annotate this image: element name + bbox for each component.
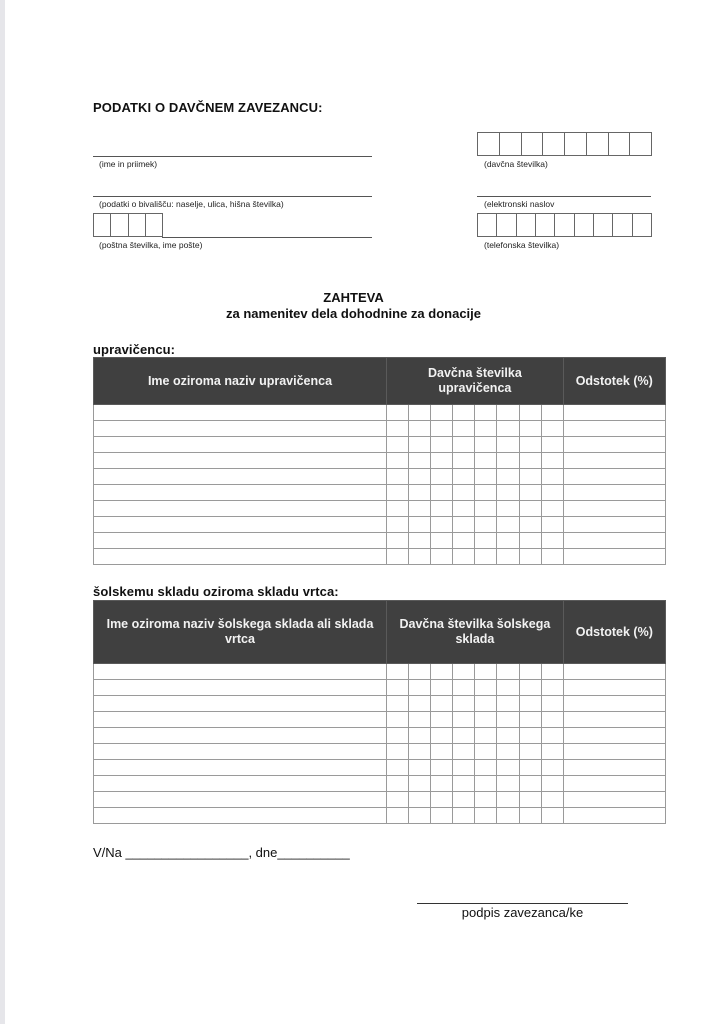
tax-digit-cell[interactable]	[409, 469, 431, 485]
tax-digit-cell[interactable]	[453, 760, 475, 776]
percent-cell[interactable]	[563, 485, 665, 501]
request-title: ZAHTEVA	[323, 290, 384, 305]
place-label: V/Na	[93, 845, 122, 860]
tax-digit-cell[interactable]	[409, 792, 431, 808]
name-cell[interactable]	[94, 549, 387, 565]
tax-digit-cell[interactable]	[387, 501, 409, 517]
tax-digit-cell[interactable]	[541, 664, 563, 680]
tax-digit-box[interactable]	[500, 132, 522, 156]
tax-digit-cell[interactable]	[475, 776, 497, 792]
tax-digit-cell[interactable]	[475, 760, 497, 776]
tax-digit-cell[interactable]	[453, 517, 475, 533]
tax-digit-cell[interactable]	[387, 485, 409, 501]
tax-digit-cell[interactable]	[431, 437, 453, 453]
tax-digit-cell[interactable]	[453, 405, 475, 421]
table-row	[94, 437, 666, 453]
tax-digit-cell[interactable]	[519, 728, 541, 744]
beneficiary-label: upravičencu:	[93, 342, 176, 357]
tax-digit-cell[interactable]	[475, 453, 497, 469]
residence-field-line[interactable]	[93, 196, 372, 197]
postal-caption: (poštna številka, ime pošte)	[99, 240, 203, 250]
postal-code-boxes[interactable]	[93, 213, 163, 237]
beneficiary-table	[93, 357, 666, 565]
tax-digit-cell[interactable]	[519, 501, 541, 517]
percent-cell[interactable]	[563, 453, 665, 469]
tax-digit-cell[interactable]	[409, 744, 431, 760]
tax-digit-cell[interactable]	[387, 664, 409, 680]
tax-digit-cell[interactable]	[431, 469, 453, 485]
tax-digit-cell[interactable]	[409, 405, 431, 421]
tax-digit-cell[interactable]	[497, 712, 519, 728]
name-cell[interactable]	[94, 744, 387, 760]
tax-digit-cell[interactable]	[541, 517, 563, 533]
tax-digit-cell[interactable]	[497, 453, 519, 469]
school-fund-table-header	[94, 601, 666, 664]
percent-cell[interactable]	[563, 437, 665, 453]
table-row	[94, 453, 666, 469]
tax-digit-cell[interactable]	[541, 405, 563, 421]
name-cell[interactable]	[94, 405, 387, 421]
tax-digit-cell[interactable]	[409, 533, 431, 549]
tax-digit-cell[interactable]	[431, 760, 453, 776]
tax-digit-cell[interactable]	[519, 792, 541, 808]
tax-digit-cell[interactable]	[409, 728, 431, 744]
name-cell[interactable]	[94, 469, 387, 485]
tax-digit-cell[interactable]	[541, 453, 563, 469]
name-cell[interactable]	[94, 453, 387, 469]
tax-digit-cell[interactable]	[409, 437, 431, 453]
phone-digit-box[interactable]	[555, 213, 574, 237]
name-cell[interactable]	[94, 680, 387, 696]
table-row	[94, 664, 666, 680]
tax-digit-cell[interactable]	[541, 533, 563, 549]
email-caption: (elektronski naslov	[484, 199, 555, 209]
table-row	[94, 808, 666, 824]
name-cell[interactable]	[94, 485, 387, 501]
name-cell[interactable]	[94, 696, 387, 712]
column-header-tax-number: Davčna številka šolskega sklada	[387, 601, 564, 664]
tax-digit-cell[interactable]	[475, 792, 497, 808]
tax-digit-cell[interactable]	[497, 728, 519, 744]
tax-digit-cell[interactable]	[541, 712, 563, 728]
tax-digit-cell[interactable]	[497, 405, 519, 421]
tax-digit-cell[interactable]	[497, 744, 519, 760]
tax-digit-cell[interactable]	[541, 728, 563, 744]
table-row	[94, 696, 666, 712]
percent-cell[interactable]	[563, 696, 665, 712]
tax-digit-cell[interactable]	[431, 728, 453, 744]
tax-digit-cell[interactable]	[519, 760, 541, 776]
percent-cell[interactable]	[563, 728, 665, 744]
tax-digit-cell[interactable]	[497, 696, 519, 712]
school-fund-table	[93, 600, 666, 824]
tax-digit-box[interactable]	[630, 132, 652, 156]
post-name-field-line[interactable]	[162, 237, 372, 238]
table-row	[94, 792, 666, 808]
column-header-percent: Odstotek (%)	[563, 601, 665, 664]
tax-digit-cell[interactable]	[475, 533, 497, 549]
table-row	[94, 533, 666, 549]
name-cell[interactable]	[94, 517, 387, 533]
tax-digit-cell[interactable]	[475, 421, 497, 437]
name-cell[interactable]	[94, 776, 387, 792]
tax-digit-box[interactable]	[587, 132, 609, 156]
tax-digit-cell[interactable]	[497, 549, 519, 565]
table-row	[94, 712, 666, 728]
tax-digit-cell[interactable]	[387, 533, 409, 549]
tax-digit-cell[interactable]	[497, 485, 519, 501]
tax-digit-cell[interactable]	[519, 712, 541, 728]
table-row	[94, 405, 666, 421]
percent-cell[interactable]	[563, 533, 665, 549]
tax-digit-cell[interactable]	[453, 680, 475, 696]
tax-digit-cell[interactable]	[387, 712, 409, 728]
tax-digit-box[interactable]	[543, 132, 565, 156]
page-edge	[0, 0, 5, 1024]
tax-digit-cell[interactable]	[387, 776, 409, 792]
tax-digit-cell[interactable]	[453, 533, 475, 549]
tax-digit-cell[interactable]	[497, 533, 519, 549]
phone-digit-box[interactable]	[478, 213, 497, 237]
tax-digit-cell[interactable]	[387, 744, 409, 760]
tax-digit-cell[interactable]	[387, 728, 409, 744]
tax-digit-cell[interactable]	[409, 517, 431, 533]
tax-digit-cell[interactable]	[519, 485, 541, 501]
tax-digit-cell[interactable]	[475, 517, 497, 533]
tax-digit-cell[interactable]	[475, 437, 497, 453]
tax-digit-cell[interactable]	[431, 744, 453, 760]
tax-digit-cell[interactable]	[387, 405, 409, 421]
place-date-line	[93, 845, 350, 860]
percent-cell[interactable]	[563, 744, 665, 760]
beneficiary-table-header	[94, 358, 666, 405]
tax-digit-cell[interactable]	[475, 712, 497, 728]
table-row	[94, 760, 666, 776]
column-header-name: Ime oziroma naziv upravičenca	[94, 358, 387, 405]
tax-digit-cell[interactable]	[519, 469, 541, 485]
tax-digit-cell[interactable]	[519, 549, 541, 565]
residence-caption: (podatki o bivališču: naselje, ulica, hišna številka)	[99, 199, 284, 209]
tax-digit-cell[interactable]	[453, 437, 475, 453]
tax-digit-cell[interactable]	[431, 712, 453, 728]
tax-digit-cell[interactable]	[431, 501, 453, 517]
email-field-line[interactable]	[477, 196, 651, 197]
date-field[interactable]: __________	[277, 845, 350, 860]
signature-line[interactable]	[417, 903, 628, 904]
percent-cell[interactable]	[563, 776, 665, 792]
tax-digit-cell[interactable]	[541, 776, 563, 792]
tax-digit-cell[interactable]	[453, 728, 475, 744]
tax-digit-cell[interactable]	[387, 549, 409, 565]
tax-digit-cell[interactable]	[519, 421, 541, 437]
tax-digit-box[interactable]	[522, 132, 544, 156]
tax-digit-cell[interactable]	[387, 437, 409, 453]
name-cell[interactable]	[94, 712, 387, 728]
name-cell[interactable]	[94, 808, 387, 824]
signature-caption: podpis zavezanca/ke	[461, 905, 584, 920]
tax-digit-cell[interactable]	[519, 437, 541, 453]
tax-digit-cell[interactable]	[519, 696, 541, 712]
tax-digit-cell[interactable]	[497, 760, 519, 776]
tax-digit-cell[interactable]	[387, 792, 409, 808]
name-cell[interactable]	[94, 760, 387, 776]
tax-digit-cell[interactable]	[475, 808, 497, 824]
name-cell[interactable]	[94, 728, 387, 744]
table-row	[94, 744, 666, 760]
table-row	[94, 517, 666, 533]
tax-digit-cell[interactable]	[431, 664, 453, 680]
table-row	[94, 469, 666, 485]
postal-digit-box[interactable]	[146, 213, 163, 237]
tax-digit-cell[interactable]	[519, 808, 541, 824]
tax-digit-cell[interactable]	[475, 469, 497, 485]
tax-digit-cell[interactable]	[475, 744, 497, 760]
tax-digit-cell[interactable]	[475, 664, 497, 680]
tax-digit-cell[interactable]	[431, 485, 453, 501]
tax-digit-cell[interactable]	[519, 680, 541, 696]
percent-cell[interactable]	[563, 501, 665, 517]
tax-digit-cell[interactable]	[453, 696, 475, 712]
date-label: , dne	[248, 845, 278, 860]
tax-digit-box[interactable]	[609, 132, 631, 156]
tax-digit-cell[interactable]	[497, 501, 519, 517]
tax-digit-cell[interactable]	[431, 808, 453, 824]
tax-digit-cell[interactable]	[431, 696, 453, 712]
phone-number-boxes[interactable]	[477, 213, 652, 237]
tax-digit-cell[interactable]	[475, 728, 497, 744]
tax-digit-cell[interactable]	[519, 744, 541, 760]
tax-digit-cell[interactable]	[497, 664, 519, 680]
tax-digit-cell[interactable]	[541, 437, 563, 453]
tax-digit-cell[interactable]	[409, 664, 431, 680]
tax-digit-box[interactable]	[565, 132, 587, 156]
percent-cell[interactable]	[563, 680, 665, 696]
tax-digit-cell[interactable]	[387, 421, 409, 437]
tax-digit-cell[interactable]	[431, 792, 453, 808]
tax-digit-cell[interactable]	[431, 517, 453, 533]
tax-digit-cell[interactable]	[387, 469, 409, 485]
phone-digit-box[interactable]	[497, 213, 516, 237]
tax-digit-cell[interactable]	[519, 517, 541, 533]
tax-digit-cell[interactable]	[387, 517, 409, 533]
tax-digit-cell[interactable]	[475, 680, 497, 696]
phone-digit-box[interactable]	[633, 213, 652, 237]
tax-digit-cell[interactable]	[541, 792, 563, 808]
percent-cell[interactable]	[563, 808, 665, 824]
phone-digit-box[interactable]	[575, 213, 594, 237]
tax-digit-cell[interactable]	[475, 485, 497, 501]
tax-digit-cell[interactable]	[409, 680, 431, 696]
tax-digit-cell[interactable]	[409, 485, 431, 501]
tax-digit-cell[interactable]	[497, 776, 519, 792]
tax-digit-cell[interactable]	[475, 696, 497, 712]
tax-digit-cell[interactable]	[431, 533, 453, 549]
tax-digit-cell[interactable]	[519, 664, 541, 680]
tax-digit-cell[interactable]	[453, 549, 475, 565]
tax-number-caption: (davčna številka)	[484, 159, 548, 169]
name-cell[interactable]	[94, 437, 387, 453]
tax-digit-cell[interactable]	[497, 421, 519, 437]
postal-digit-box[interactable]	[129, 213, 146, 237]
tax-digit-cell[interactable]	[541, 744, 563, 760]
tax-digit-cell[interactable]	[409, 421, 431, 437]
tax-digit-cell[interactable]	[409, 696, 431, 712]
tax-digit-box[interactable]	[478, 132, 500, 156]
percent-cell[interactable]	[563, 712, 665, 728]
tax-digit-cell[interactable]	[409, 760, 431, 776]
tax-digit-cell[interactable]	[475, 549, 497, 565]
table-row	[94, 680, 666, 696]
percent-cell[interactable]	[563, 517, 665, 533]
tax-digit-cell[interactable]	[431, 405, 453, 421]
column-header-tax-number: Davčna številka upravičenca	[387, 358, 564, 405]
tax-digit-cell[interactable]	[453, 485, 475, 501]
tax-digit-cell[interactable]	[497, 792, 519, 808]
phone-digit-box[interactable]	[594, 213, 613, 237]
table-row	[94, 485, 666, 501]
taxpayer-heading: PODATKI O DAVČNEM ZAVEZANCU:	[93, 100, 323, 115]
tax-digit-cell[interactable]	[453, 501, 475, 517]
tax-digit-cell[interactable]	[387, 453, 409, 469]
tax-digit-cell[interactable]	[431, 680, 453, 696]
table-row	[94, 776, 666, 792]
tax-digit-cell[interactable]	[409, 808, 431, 824]
tax-digit-cell[interactable]	[541, 680, 563, 696]
tax-digit-cell[interactable]	[519, 453, 541, 469]
tax-digit-cell[interactable]	[431, 421, 453, 437]
tax-digit-cell[interactable]	[431, 549, 453, 565]
tax-digit-cell[interactable]	[453, 664, 475, 680]
tax-digit-cell[interactable]	[453, 808, 475, 824]
tax-digit-cell[interactable]	[541, 760, 563, 776]
table-row	[94, 728, 666, 744]
tax-digit-cell[interactable]	[497, 680, 519, 696]
tax-digit-cell[interactable]	[409, 549, 431, 565]
tax-digit-cell[interactable]	[519, 405, 541, 421]
name-cell[interactable]	[94, 792, 387, 808]
table-row	[94, 549, 666, 565]
tax-digit-cell[interactable]	[541, 469, 563, 485]
percent-cell[interactable]	[563, 760, 665, 776]
column-header-name: Ime oziroma naziv šolskega sklada ali sklada vrtca	[94, 601, 387, 664]
place-field[interactable]: _________________	[125, 845, 249, 860]
tax-digit-cell[interactable]	[541, 549, 563, 565]
tax-digit-cell[interactable]	[497, 517, 519, 533]
tax-digit-cell[interactable]	[453, 421, 475, 437]
tax-digit-cell[interactable]	[409, 712, 431, 728]
tax-digit-cell[interactable]	[453, 469, 475, 485]
table-row	[94, 501, 666, 517]
phone-digit-box[interactable]	[517, 213, 536, 237]
name-cell[interactable]	[94, 533, 387, 549]
tax-digit-cell[interactable]	[409, 453, 431, 469]
tax-digit-cell[interactable]	[409, 501, 431, 517]
tax-digit-cell[interactable]	[453, 744, 475, 760]
name-field-line[interactable]	[93, 156, 372, 157]
percent-cell[interactable]	[563, 469, 665, 485]
tax-digit-cell[interactable]	[387, 760, 409, 776]
column-header-percent: Odstotek (%)	[563, 358, 665, 405]
tax-digit-cell[interactable]	[497, 808, 519, 824]
phone-caption: (telefonska številka)	[484, 240, 560, 250]
percent-cell[interactable]	[563, 405, 665, 421]
tax-digit-cell[interactable]	[541, 421, 563, 437]
tax-digit-cell[interactable]	[475, 501, 497, 517]
tax-digit-cell[interactable]	[453, 712, 475, 728]
tax-digit-cell[interactable]	[409, 776, 431, 792]
percent-cell[interactable]	[563, 664, 665, 680]
tax-digit-cell[interactable]	[541, 501, 563, 517]
tax-digit-cell[interactable]	[387, 808, 409, 824]
tax-digit-cell[interactable]	[453, 453, 475, 469]
tax-digit-cell[interactable]	[497, 469, 519, 485]
tax-digit-cell[interactable]	[475, 405, 497, 421]
percent-cell[interactable]	[563, 792, 665, 808]
tax-digit-cell[interactable]	[387, 696, 409, 712]
tax-digit-cell[interactable]	[519, 533, 541, 549]
tax-digit-cell[interactable]	[453, 792, 475, 808]
phone-digit-box[interactable]	[536, 213, 555, 237]
phone-digit-box[interactable]	[613, 213, 632, 237]
tax-digit-cell[interactable]	[541, 808, 563, 824]
tax-digit-cell[interactable]	[453, 776, 475, 792]
tax-digit-cell[interactable]	[497, 437, 519, 453]
tax-digit-cell[interactable]	[519, 776, 541, 792]
tax-digit-cell[interactable]	[387, 680, 409, 696]
percent-cell[interactable]	[563, 549, 665, 565]
postal-digit-box[interactable]	[111, 213, 128, 237]
tax-digit-cell[interactable]	[541, 696, 563, 712]
tax-digit-cell[interactable]	[541, 485, 563, 501]
name-cell[interactable]	[94, 664, 387, 680]
postal-digit-box[interactable]	[94, 213, 111, 237]
table-row	[94, 421, 666, 437]
tax-digit-cell[interactable]	[431, 453, 453, 469]
tax-number-boxes[interactable]	[477, 132, 652, 156]
name-caption: (ime in priimek)	[99, 159, 158, 169]
name-cell[interactable]	[94, 501, 387, 517]
school-fund-label: šolskemu skladu oziroma skladu vrtca:	[93, 584, 339, 599]
name-cell[interactable]	[94, 421, 387, 437]
request-subtitle: za namenitev dela dohodnine za donacije	[226, 306, 481, 321]
percent-cell[interactable]	[563, 421, 665, 437]
tax-digit-cell[interactable]	[431, 776, 453, 792]
